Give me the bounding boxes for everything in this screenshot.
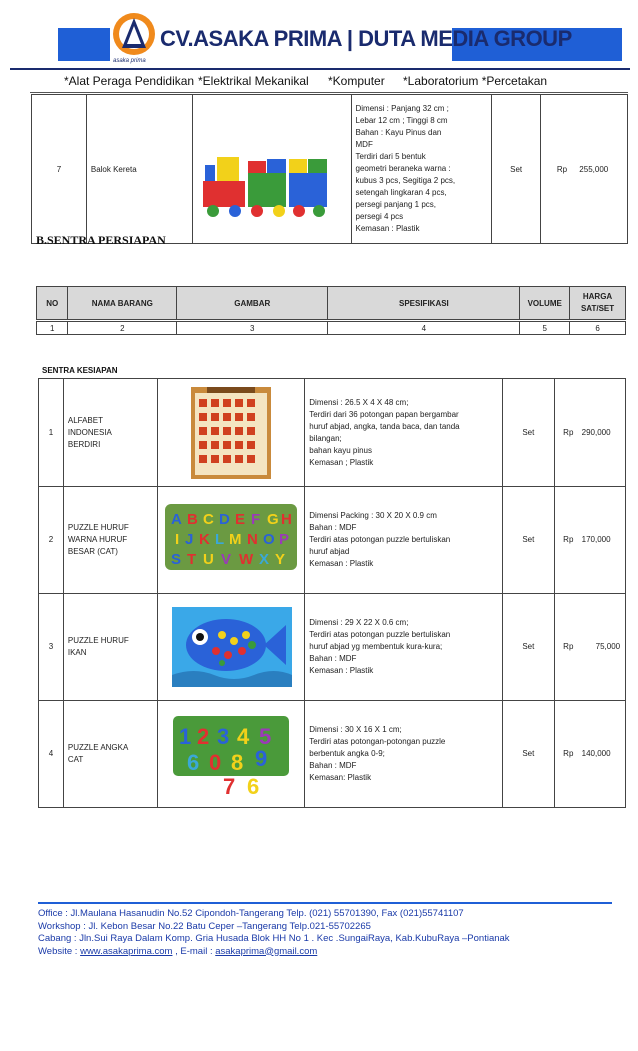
spec-line: geometri beraneka warna : <box>355 164 451 173</box>
tagline-item: *Elektrikal Mekanikal <box>198 74 309 88</box>
item-price <box>555 701 626 808</box>
col-header-volume: VOLUME <box>520 287 570 320</box>
svg-text:K: K <box>199 531 211 548</box>
spec-line: Bahan : MDF <box>309 654 357 663</box>
svg-text:O: O <box>263 531 275 548</box>
spec-line: Dimensi : Panjang 32 cm ; <box>355 104 449 113</box>
col-number: 4 <box>328 322 520 335</box>
svg-text:G: G <box>267 511 279 528</box>
item-volume: Set <box>502 594 555 701</box>
col-number: 5 <box>520 322 570 335</box>
fish-puzzle-image <box>164 601 298 693</box>
svg-text:T: T <box>187 551 197 568</box>
price-value: 290,000 <box>581 427 611 437</box>
row-no: 7 <box>32 95 87 244</box>
item-price <box>555 379 626 487</box>
spec-line: Bahan : MDF <box>309 761 357 770</box>
svg-text:7: 7 <box>223 774 236 798</box>
svg-text:Y: Y <box>275 551 286 568</box>
row-volume: Set <box>492 95 540 244</box>
name-line: PUZZLE HURUF <box>67 523 129 532</box>
previous-table-continuation <box>31 94 628 244</box>
currency: Rp <box>563 535 574 544</box>
item-image <box>158 701 305 808</box>
spec-line: Dimensi : 26.5 X 4 X 48 cm; <box>309 397 409 407</box>
row-spec <box>351 95 492 244</box>
email-link[interactable]: asakaprima@gmail.com <box>215 945 318 957</box>
spec-line: Terdiri atas potongan puzzle bertuliskan <box>309 630 451 639</box>
col-number: 3 <box>177 322 328 335</box>
svg-text:2: 2 <box>197 724 210 749</box>
svg-text:D: D <box>219 511 231 528</box>
letter-puzzle-image <box>161 500 301 580</box>
item-image <box>158 379 305 487</box>
item-spec <box>305 487 502 594</box>
item-name <box>63 701 158 808</box>
spec-line: MDF <box>355 140 373 149</box>
header-row <box>37 287 626 320</box>
col-number: 2 <box>68 322 177 335</box>
item-name <box>63 487 158 594</box>
item-image <box>158 594 305 701</box>
spec-line: Dimensi Packing : 30 X 20 X 0.9 cm <box>309 511 437 520</box>
logo-subtitle: asaka prima <box>113 58 146 64</box>
svg-text:H: H <box>281 511 293 528</box>
header-blue-band-left <box>58 28 110 61</box>
item-price <box>555 594 626 701</box>
table-row <box>39 701 626 808</box>
table-row <box>39 594 626 701</box>
company-brand-name: CV.ASAKA PRIMA | DUTA MEDIA GROUP <box>160 26 572 51</box>
spec-line: bilangan; <box>309 433 342 443</box>
header-divider <box>10 68 630 70</box>
currency: Rp <box>563 642 574 651</box>
svg-text:5: 5 <box>259 724 272 749</box>
footer-divider <box>38 902 612 904</box>
tagline-item: *Alat Peraga Pendidikan <box>64 74 195 88</box>
price-value: 75,000 <box>595 642 621 651</box>
svg-text:W: W <box>239 551 254 568</box>
spec-line: Terdiri dari 5 bentuk <box>355 152 426 161</box>
item-volume: Set <box>502 379 555 487</box>
column-number-row <box>36 321 626 335</box>
spec-line: setengah lingkaran 4 pcs, <box>355 188 447 197</box>
svg-text:8: 8 <box>231 750 244 775</box>
tagline-item: *Laboratorium *Percetakan <box>403 74 548 88</box>
svg-text:J: J <box>185 531 194 548</box>
spec-line: Kemasan : Plastik <box>355 224 420 233</box>
svg-text:E: E <box>235 511 246 528</box>
spec-line: Dimensi : 30 X 16 X 1 cm; <box>309 725 402 734</box>
spec-line: Bahan : Kayu Pinus dan <box>355 128 442 137</box>
name-line: ALFABET <box>67 415 103 425</box>
price-value: 140,000 <box>581 749 611 758</box>
row-image <box>193 95 351 244</box>
currency: Rp <box>563 749 574 758</box>
item-volume: Set <box>502 701 555 808</box>
svg-text:I: I <box>175 531 180 548</box>
spec-line: huruf abjad yg membentuk kura-kura; <box>309 642 443 651</box>
row-price <box>540 95 627 244</box>
spec-line: kubus 3 pcs, Segitiga 2 pcs, <box>355 176 456 185</box>
col-header-no: NO <box>37 287 68 320</box>
svg-text:6: 6 <box>187 750 200 775</box>
item-volume: Set <box>502 487 555 594</box>
item-spec <box>305 379 502 487</box>
name-line: INDONESIA <box>67 427 112 437</box>
spec-line: Dimensi : 29 X 22 X 0.6 cm; <box>309 618 409 627</box>
spec-line: Lebar 12 cm ; Tinggi 8 cm <box>355 116 448 125</box>
table-row <box>32 95 628 244</box>
footer-contact <box>38 946 510 959</box>
website-link[interactable]: www.asakaprima.com <box>80 945 173 957</box>
currency: Rp <box>563 427 574 437</box>
company-logo <box>110 10 158 62</box>
spec-line: Kemasan ; Plastik <box>309 457 374 467</box>
number-puzzle-image <box>167 710 295 798</box>
col-header-name: NAMA BARANG <box>68 287 177 320</box>
spec-line: berbentuk angka 0-9; <box>309 749 385 758</box>
footer-workshop: Workshop : Jl. Kebon Besar No.22 Batu Ceper –Tangerang Telp.021-55702265 <box>38 920 371 932</box>
col-number: 1 <box>37 322 68 335</box>
footer <box>38 908 510 958</box>
name-line: BESAR (CAT) <box>67 547 118 556</box>
item-no: 1 <box>39 379 64 487</box>
currency: Rp <box>556 164 568 174</box>
name-line: IKAN <box>67 648 87 657</box>
item-no: 3 <box>39 594 64 701</box>
col-header-spec: SPESIFIKASI <box>328 287 520 320</box>
website-label: Website : <box>38 945 81 957</box>
section-title: B.SENTRA PERSIAPAN <box>36 233 166 247</box>
email-label: , E-mail : <box>172 945 216 957</box>
item-spec <box>305 594 502 701</box>
col-number: 6 <box>570 322 626 335</box>
name-line: PUZZLE HURUF <box>67 636 129 645</box>
sentra-label: SENTRA KESIAPAN <box>42 366 118 375</box>
svg-text:1: 1 <box>179 724 192 749</box>
item-name <box>63 594 158 701</box>
item-no: 4 <box>39 701 64 808</box>
spec-line: Kemasan : Plastik <box>309 666 374 675</box>
alphabet-board-image <box>189 383 273 483</box>
svg-text:B: B <box>187 511 199 528</box>
tagline-item: *Komputer <box>328 74 385 88</box>
spec-line: Kemasan : Plastik <box>309 559 374 568</box>
svg-text:U: U <box>203 551 215 568</box>
svg-text:N: N <box>247 531 259 548</box>
footer-office: Office : Jl.Maulana Hasanudin No.52 Cipondoh-Tangerang Telp. (021) 55701390, Fax (021)55741107 <box>38 908 464 919</box>
svg-text:F: F <box>251 511 261 528</box>
spec-line: bahan kayu pinus <box>309 445 372 455</box>
spec-line: persegi 4 pcs <box>355 212 404 221</box>
svg-text:S: S <box>171 551 182 568</box>
svg-text:M: M <box>229 531 242 548</box>
spec-line: Kemasan: Plastik <box>309 773 372 782</box>
spec-line: Terdiri atas potongan-potongan puzzle <box>309 737 446 746</box>
name-line: CAT <box>67 755 84 764</box>
svg-text:X: X <box>259 551 270 568</box>
row-name: Balok Kereta <box>86 95 193 244</box>
item-price <box>555 487 626 594</box>
price-value: 170,000 <box>581 535 611 544</box>
train-blocks-image <box>193 95 339 241</box>
spec-line: huruf abjad, angka, tanda baca, dan tanda <box>309 421 460 431</box>
svg-text:3: 3 <box>217 724 230 749</box>
name-line: PUZZLE ANGKA <box>67 743 129 752</box>
spec-line: persegi panjang 1 pcs, <box>355 200 436 209</box>
item-no: 2 <box>39 487 64 594</box>
spec-line: Terdiri atas potongan puzzle bertuliskan <box>309 535 451 544</box>
svg-text:P: P <box>279 531 290 548</box>
product-table <box>38 378 626 808</box>
svg-text:0: 0 <box>209 750 222 775</box>
table-row <box>39 487 626 594</box>
number-row <box>37 322 626 335</box>
item-spec <box>305 701 502 808</box>
name-line: BERDIRI <box>67 439 101 449</box>
col-header-image: GAMBAR <box>177 287 328 320</box>
footer-cabang: Cabang : Jln.Sui Raya Dalam Komp. Gria Husada Blok HH No 1 . Kec .SungaiRaya, Kab.KubuRaya –Pontianak <box>38 933 510 944</box>
svg-text:V: V <box>221 551 232 568</box>
svg-text:4: 4 <box>237 724 250 749</box>
svg-text:6: 6 <box>247 774 260 798</box>
table-row <box>39 379 626 487</box>
price-value: 255,000 <box>579 164 609 174</box>
svg-text:A: A <box>171 511 183 528</box>
svg-text:9: 9 <box>255 746 268 771</box>
svg-text:C: C <box>203 511 215 528</box>
spec-line: huruf abjad <box>309 547 350 556</box>
item-name <box>63 379 158 487</box>
letterhead <box>0 0 638 70</box>
tagline-divider <box>30 92 628 93</box>
name-line: WARNA HURUF <box>67 535 128 544</box>
spec-line: Terdiri dari 36 potongan papan bergambar <box>309 409 459 419</box>
spec-line: Bahan : MDF <box>309 523 357 532</box>
column-header-table <box>36 286 626 320</box>
item-image <box>158 487 305 594</box>
svg-text:L: L <box>215 531 225 548</box>
col-header-price: HARGA SAT/SET <box>570 287 626 320</box>
